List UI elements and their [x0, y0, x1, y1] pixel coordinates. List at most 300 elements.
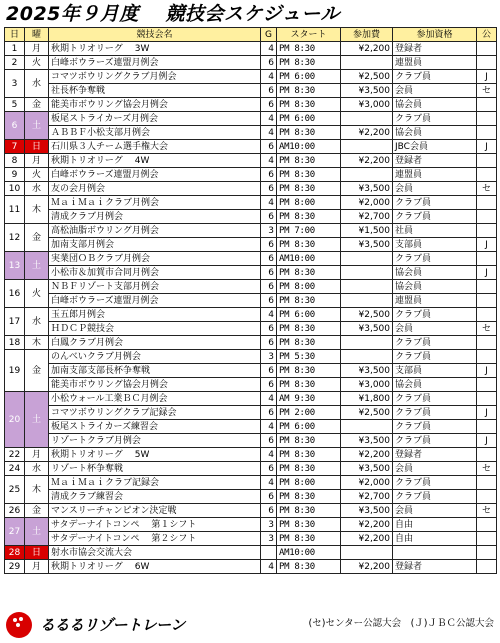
fee-cell	[341, 280, 393, 294]
official-flag-cell	[477, 350, 497, 364]
games-cell: 4	[261, 42, 277, 56]
games-cell: 6	[261, 140, 277, 154]
table-row	[5, 252, 497, 266]
games-cell: 6	[261, 378, 277, 392]
day-cell: 17	[5, 308, 25, 336]
games-cell: 4	[261, 196, 277, 210]
start-time-cell: PM 8:30	[277, 238, 341, 252]
weekday-cell: 土	[25, 518, 49, 546]
qualification-cell: クラブ員	[393, 308, 477, 322]
day-cell: 7	[5, 140, 25, 154]
start-time-cell: PM 8:30	[277, 42, 341, 56]
fee-cell: ¥2,200	[341, 518, 393, 532]
day-cell: 12	[5, 224, 25, 252]
qualification-cell: 会員	[393, 182, 477, 196]
day-cell: 29	[5, 560, 25, 574]
start-time-cell: PM 8:30	[277, 294, 341, 308]
event-name-cell: 板尾ストライカーズ練習会	[49, 420, 261, 434]
fee-cell: ¥3,000	[341, 378, 393, 392]
table-row	[5, 448, 497, 462]
table-row	[5, 84, 497, 98]
start-time-cell: PM 8:30	[277, 154, 341, 168]
qualification-cell: クラブ員	[393, 196, 477, 210]
day-cell: 11	[5, 196, 25, 224]
qualification-cell: JBC会員	[393, 140, 477, 154]
event-name-cell: 白峰ボウラーズ連盟月例会	[49, 56, 261, 70]
fee-cell: ¥2,500	[341, 406, 393, 420]
table-row	[5, 476, 497, 490]
start-time-cell: AM10:00	[277, 252, 341, 266]
games-cell: 4	[261, 308, 277, 322]
event-name-cell: 白峰ボウラーズ連盟月例会	[49, 168, 261, 182]
weekday-cell: 火	[25, 280, 49, 308]
event-name-cell: 社長杯争奪戦	[49, 84, 261, 98]
qualification-cell: 連盟員	[393, 294, 477, 308]
start-time-cell: PM 2:00	[277, 406, 341, 420]
fee-cell: ¥2,000	[341, 476, 393, 490]
official-flag-cell	[477, 42, 497, 56]
event-name-cell: 実業団ＯＢクラブ月例会	[49, 252, 261, 266]
games-cell: 4	[261, 392, 277, 406]
fee-cell: ¥3,500	[341, 182, 393, 196]
games-cell: 4	[261, 448, 277, 462]
weekday-cell: 月	[25, 560, 49, 574]
event-name-cell: 射水市協会交流大会	[49, 546, 261, 560]
table-row	[5, 224, 497, 238]
weekday-cell: 水	[25, 182, 49, 196]
qualification-cell: クラブ員	[393, 70, 477, 84]
qualification-cell	[393, 546, 477, 560]
table-row	[5, 392, 497, 406]
table-row	[5, 532, 497, 546]
official-flag-cell	[477, 56, 497, 70]
day-cell: 6	[5, 112, 25, 140]
fee-cell	[341, 168, 393, 182]
qualification-cell: 支部員	[393, 238, 477, 252]
qualification-cell: 会員	[393, 504, 477, 518]
weekday-cell: 月	[25, 448, 49, 462]
event-name-cell: 秋期トリオリーグ 6W	[49, 560, 261, 574]
games-cell: 4	[261, 112, 277, 126]
header-start: スタート	[277, 28, 341, 42]
table-row	[5, 364, 497, 378]
games-cell: 3	[261, 224, 277, 238]
event-name-cell: ＨＤＣＰ競技会	[49, 322, 261, 336]
event-name-cell: 清成クラブ練習会	[49, 490, 261, 504]
weekday-cell: 金	[25, 504, 49, 518]
weekday-cell: 水	[25, 462, 49, 476]
table-row	[5, 546, 497, 560]
games-cell	[261, 546, 277, 560]
table-row	[5, 168, 497, 182]
qualification-cell: 協会員	[393, 266, 477, 280]
table-row	[5, 112, 497, 126]
qualification-cell: 支部員	[393, 364, 477, 378]
official-flag-cell	[477, 518, 497, 532]
official-flag-cell	[477, 154, 497, 168]
start-time-cell: PM 8:00	[277, 196, 341, 210]
table-row	[5, 434, 497, 448]
fee-cell: ¥2,200	[341, 126, 393, 140]
event-name-cell: 加南支部支部長杯争奪戦	[49, 364, 261, 378]
start-time-cell: PM 8:30	[277, 518, 341, 532]
official-flag-cell: J	[477, 434, 497, 448]
fee-cell: ¥2,500	[341, 70, 393, 84]
weekday-cell: 土	[25, 392, 49, 448]
qualification-cell: 協会員	[393, 378, 477, 392]
fee-cell: ¥2,200	[341, 448, 393, 462]
official-flag-cell	[477, 490, 497, 504]
start-time-cell: PM 8:30	[277, 98, 341, 112]
table-row	[5, 420, 497, 434]
start-time-cell: PM 8:30	[277, 448, 341, 462]
qualification-cell: 協会員	[393, 98, 477, 112]
start-time-cell: PM 8:30	[277, 364, 341, 378]
header-games: G	[261, 28, 277, 42]
table-row	[5, 98, 497, 112]
start-time-cell: PM 8:30	[277, 266, 341, 280]
header-weekday: 曜	[25, 28, 49, 42]
day-cell: 5	[5, 98, 25, 112]
start-time-cell: PM 8:30	[277, 84, 341, 98]
official-flag-cell	[477, 294, 497, 308]
start-time-cell: PM 6:00	[277, 308, 341, 322]
event-name-cell: リゾート杯争奪戦	[49, 462, 261, 476]
fee-cell: ¥2,200	[341, 154, 393, 168]
official-flag-cell	[477, 196, 497, 210]
table-row	[5, 294, 497, 308]
official-flag-cell: セ	[477, 462, 497, 476]
event-name-cell: 秋期トリオリーグ 5W	[49, 448, 261, 462]
fee-cell	[341, 420, 393, 434]
fee-cell: ¥2,500	[341, 308, 393, 322]
games-cell: 6	[261, 504, 277, 518]
day-cell: 16	[5, 280, 25, 308]
games-cell: 6	[261, 238, 277, 252]
start-time-cell: PM 8:30	[277, 532, 341, 546]
official-flag-cell: J	[477, 238, 497, 252]
official-flag-cell: セ	[477, 322, 497, 336]
start-time-cell: PM 6:00	[277, 420, 341, 434]
games-cell: 3	[261, 518, 277, 532]
table-row	[5, 322, 497, 336]
start-time-cell: PM 8:00	[277, 280, 341, 294]
games-cell: 6	[261, 294, 277, 308]
games-cell: 4	[261, 420, 277, 434]
header-day: 日	[5, 28, 25, 42]
games-cell: 6	[261, 210, 277, 224]
fee-cell	[341, 350, 393, 364]
fee-cell: ¥2,700	[341, 210, 393, 224]
logo-text: るるるリゾートレーン	[40, 616, 185, 634]
event-name-cell: 友の会月例会	[49, 182, 261, 196]
fee-cell: ¥2,200	[341, 42, 393, 56]
table-row	[5, 266, 497, 280]
weekday-cell: 土	[25, 252, 49, 280]
fee-cell: ¥1,800	[341, 392, 393, 406]
qualification-cell: クラブ員	[393, 434, 477, 448]
official-flag-cell	[477, 392, 497, 406]
table-row	[5, 126, 497, 140]
day-cell: 26	[5, 504, 25, 518]
event-name-cell: ＭａｉＭａｉクラブ記録会	[49, 476, 261, 490]
day-cell: 1	[5, 42, 25, 56]
weekday-cell: 木	[25, 196, 49, 224]
day-cell: 18	[5, 336, 25, 350]
weekday-cell: 金	[25, 350, 49, 392]
fee-cell: ¥2,200	[341, 560, 393, 574]
weekday-cell: 日	[25, 546, 49, 560]
day-cell: 9	[5, 168, 25, 182]
official-flag-cell	[477, 546, 497, 560]
official-flag-cell: J	[477, 140, 497, 154]
day-cell: 19	[5, 350, 25, 392]
games-cell: 6	[261, 84, 277, 98]
official-flag-cell: セ	[477, 504, 497, 518]
qualification-cell: 会員	[393, 462, 477, 476]
start-time-cell: PM 8:30	[277, 168, 341, 182]
qualification-cell: 自由	[393, 532, 477, 546]
event-name-cell: 石川県３人チーム選手権大会	[49, 140, 261, 154]
games-cell: 4	[261, 476, 277, 490]
table-row	[5, 56, 497, 70]
official-flag-cell	[477, 112, 497, 126]
event-name-cell: 清成クラブ月例会	[49, 210, 261, 224]
event-name-cell: サタデーナイトコンペ 第２シフト	[49, 532, 261, 546]
fee-cell: ¥3,500	[341, 322, 393, 336]
day-cell: 10	[5, 182, 25, 196]
table-row	[5, 238, 497, 252]
qualification-cell: 登録者	[393, 560, 477, 574]
games-cell: 6	[261, 98, 277, 112]
day-cell: 2	[5, 56, 25, 70]
official-flag-cell	[477, 98, 497, 112]
games-cell: 6	[261, 336, 277, 350]
fee-cell	[341, 112, 393, 126]
official-flag-cell	[477, 336, 497, 350]
qualification-cell: クラブ員	[393, 406, 477, 420]
qualification-cell: 連盟員	[393, 168, 477, 182]
table-row	[5, 308, 497, 322]
header-fee: 参加費	[341, 28, 393, 42]
table-row	[5, 518, 497, 532]
weekday-cell: 月	[25, 42, 49, 56]
event-name-cell: 白峰ボウラーズ連盟月例会	[49, 294, 261, 308]
start-time-cell: PM 8:00	[277, 476, 341, 490]
table-row	[5, 140, 497, 154]
fee-cell	[341, 140, 393, 154]
games-cell: 4	[261, 126, 277, 140]
official-flag-cell	[477, 168, 497, 182]
qualification-cell: クラブ員	[393, 420, 477, 434]
event-name-cell: サタデーナイトコンペ 第１シフト	[49, 518, 261, 532]
day-cell: 25	[5, 476, 25, 504]
games-cell: 6	[261, 182, 277, 196]
start-time-cell: PM 8:30	[277, 434, 341, 448]
official-flag-cell	[477, 224, 497, 238]
start-time-cell: PM 8:30	[277, 378, 341, 392]
event-name-cell: リゾートクラブ月例会	[49, 434, 261, 448]
start-time-cell: PM 8:30	[277, 126, 341, 140]
qualification-cell: 登録者	[393, 448, 477, 462]
qualification-cell: クラブ員	[393, 336, 477, 350]
table-row	[5, 490, 497, 504]
qualification-cell: 会員	[393, 84, 477, 98]
official-flag-cell: セ	[477, 182, 497, 196]
start-time-cell: PM 8:30	[277, 210, 341, 224]
page-title: 2025年９月度 競技会スケジュール	[6, 3, 340, 25]
start-time-cell: PM 8:30	[277, 490, 341, 504]
official-flag-cell	[477, 252, 497, 266]
official-flag-cell	[477, 308, 497, 322]
qualification-cell: クラブ員	[393, 350, 477, 364]
fee-cell: ¥3,500	[341, 462, 393, 476]
games-cell: 6	[261, 56, 277, 70]
header-qualification: 参加資格	[393, 28, 477, 42]
day-cell: 20	[5, 392, 25, 448]
official-flag-cell	[477, 126, 497, 140]
event-name-cell: 能美市ボウリング協会月例会	[49, 98, 261, 112]
event-name-cell: 板尾ストライカーズ月例会	[49, 112, 261, 126]
qualification-cell: クラブ員	[393, 210, 477, 224]
event-name-cell: ＮＢＦリゾート支部月例会	[49, 280, 261, 294]
fee-cell	[341, 294, 393, 308]
footer-note: (セ)センター公認大会 (Ｊ)ＪＢＣ公認大会	[308, 618, 494, 629]
official-flag-cell: J	[477, 70, 497, 84]
fee-cell	[341, 546, 393, 560]
weekday-cell: 水	[25, 70, 49, 98]
fee-cell: ¥3,000	[341, 98, 393, 112]
day-cell: 28	[5, 546, 25, 560]
weekday-cell: 水	[25, 308, 49, 336]
event-name-cell: コマツボウリングクラブ記録会	[49, 406, 261, 420]
qualification-cell: 協会員	[393, 280, 477, 294]
weekday-cell: 金	[25, 224, 49, 252]
qualification-cell: 連盟員	[393, 56, 477, 70]
weekday-cell: 月	[25, 154, 49, 168]
games-cell: 6	[261, 168, 277, 182]
start-time-cell: PM 7:00	[277, 224, 341, 238]
start-time-cell: PM 8:30	[277, 322, 341, 336]
qualification-cell: クラブ員	[393, 112, 477, 126]
games-cell: 6	[261, 462, 277, 476]
fee-cell: ¥2,000	[341, 196, 393, 210]
official-flag-cell: J	[477, 406, 497, 420]
official-flag-cell	[477, 560, 497, 574]
games-cell: 6	[261, 252, 277, 266]
table-row	[5, 336, 497, 350]
games-cell: 3	[261, 350, 277, 364]
table-row	[5, 350, 497, 364]
weekday-cell: 金	[25, 98, 49, 112]
weekday-cell: 木	[25, 476, 49, 504]
weekday-cell: 日	[25, 140, 49, 154]
table-row	[5, 280, 497, 294]
start-time-cell: PM 8:30	[277, 504, 341, 518]
start-time-cell: PM 6:00	[277, 70, 341, 84]
start-time-cell: AM 9:30	[277, 392, 341, 406]
weekday-cell: 火	[25, 168, 49, 182]
event-name-cell: ＭａｉＭａｉクラブ月例会	[49, 196, 261, 210]
qualification-cell: クラブ員	[393, 476, 477, 490]
table-row	[5, 378, 497, 392]
start-time-cell: AM10:00	[277, 140, 341, 154]
table-row	[5, 210, 497, 224]
games-cell: 6	[261, 434, 277, 448]
day-cell: 3	[5, 70, 25, 98]
event-name-cell: マンスリーチャンピオン決定戦	[49, 504, 261, 518]
start-time-cell: PM 5:30	[277, 350, 341, 364]
table-row	[5, 182, 497, 196]
official-flag-cell	[477, 420, 497, 434]
schedule-table	[4, 27, 497, 574]
weekday-cell: 火	[25, 56, 49, 70]
games-cell: 6	[261, 406, 277, 420]
start-time-cell: PM 8:30	[277, 336, 341, 350]
day-cell: 22	[5, 448, 25, 462]
event-name-cell: 能美市ボウリング協会月例会	[49, 378, 261, 392]
qualification-cell: クラブ員	[393, 252, 477, 266]
event-name-cell: のんべいクラブ月例会	[49, 350, 261, 364]
table-row	[5, 462, 497, 476]
games-cell: 4	[261, 560, 277, 574]
games-cell: 6	[261, 490, 277, 504]
official-flag-cell	[477, 476, 497, 490]
official-flag-cell: J	[477, 364, 497, 378]
qualification-cell: 社員	[393, 224, 477, 238]
qualification-cell: クラブ員	[393, 392, 477, 406]
fee-cell: ¥3,500	[341, 434, 393, 448]
qualification-cell: 協会員	[393, 126, 477, 140]
games-cell: 4	[261, 154, 277, 168]
official-flag-cell	[477, 532, 497, 546]
event-name-cell: ＡＢＢＦ小松支部月例会	[49, 126, 261, 140]
day-cell: 13	[5, 252, 25, 280]
games-cell: 3	[261, 532, 277, 546]
event-name-cell: 白鳳クラブ月例会	[49, 336, 261, 350]
start-time-cell: AM10:00	[277, 546, 341, 560]
fee-cell: ¥2,700	[341, 490, 393, 504]
fee-cell: ¥3,500	[341, 364, 393, 378]
qualification-cell: 自由	[393, 518, 477, 532]
event-name-cell: 秋期トリオリーグ 3W	[49, 42, 261, 56]
event-name-cell: 秋期トリオリーグ 4W	[49, 154, 261, 168]
start-time-cell: PM 8:30	[277, 56, 341, 70]
table-row	[5, 560, 497, 574]
weekday-cell: 木	[25, 336, 49, 350]
official-flag-cell	[477, 210, 497, 224]
day-cell: 27	[5, 518, 25, 546]
header-official: 公	[477, 28, 497, 42]
official-flag-cell	[477, 378, 497, 392]
start-time-cell: PM 8:30	[277, 182, 341, 196]
fee-cell: ¥3,500	[341, 238, 393, 252]
qualification-cell: 登録者	[393, 42, 477, 56]
start-time-cell: PM 8:30	[277, 462, 341, 476]
table-header-row	[5, 28, 497, 42]
fee-cell: ¥2,200	[341, 532, 393, 546]
official-flag-cell: J	[477, 266, 497, 280]
games-cell: 6	[261, 280, 277, 294]
games-cell: 4	[261, 70, 277, 84]
table-row	[5, 406, 497, 420]
fee-cell	[341, 266, 393, 280]
table-row	[5, 70, 497, 84]
qualification-cell: 会員	[393, 322, 477, 336]
day-cell: 8	[5, 154, 25, 168]
header-event-name: 競技会名	[49, 28, 261, 42]
official-flag-cell	[477, 448, 497, 462]
